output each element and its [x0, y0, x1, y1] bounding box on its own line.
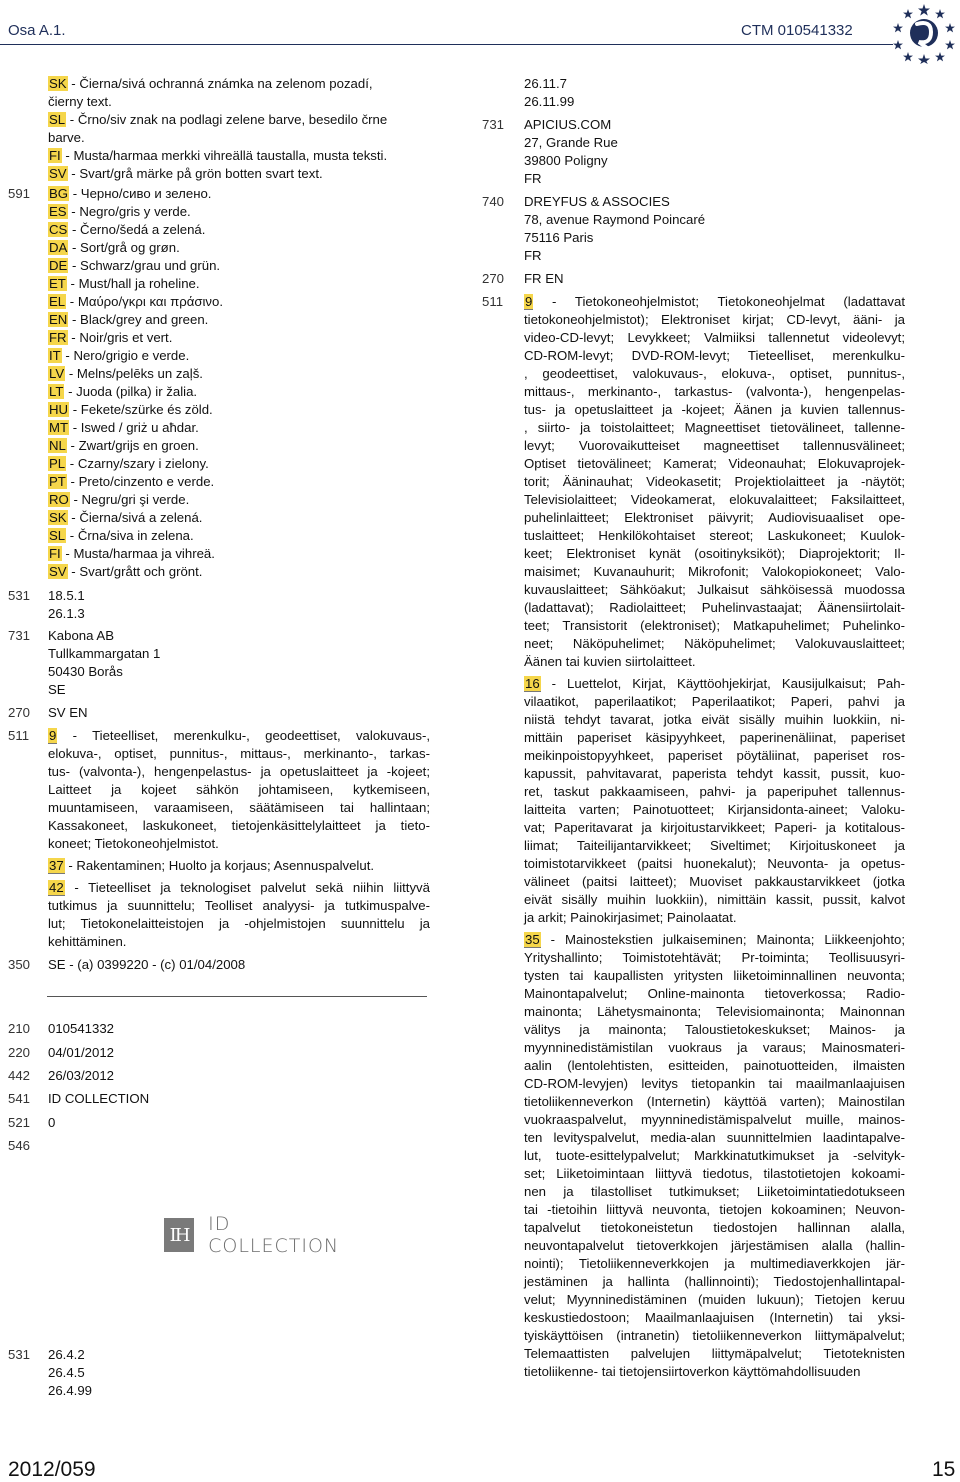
class-35-line: set; Liiketoimintaan liittyvä tiedotus, tilastotietojen kokoami-	[524, 1166, 905, 1181]
code-270: 270	[8, 705, 31, 720]
colour-line: ET - Must/hall ja roheline.	[49, 276, 200, 291]
header-left-label: Osa A.1.	[8, 22, 66, 39]
bib-code: 220	[8, 1045, 31, 1060]
class-9-line: 9 - Tietokoneohjelmistot; Tietokoneohjelmat (ladattavat	[525, 294, 905, 309]
class-9-line: puhelinlaitteet; Elektroniset päivyrit; Audiovisuaaliset ope-	[524, 510, 905, 525]
logo-text: ID COLLECTION	[208, 1213, 340, 1257]
owner-line: APICIUS.COM	[524, 117, 612, 132]
right-owner-address	[524, 116, 618, 188]
class-35-line: lut, tuote-esittelypalvelut; Markkinatutkimukset ja -selvityk-	[524, 1148, 905, 1163]
rep-line: FR	[524, 248, 542, 263]
class-number: 16	[525, 676, 540, 691]
bib-value: 26/03/2012	[48, 1068, 115, 1083]
mark-logo	[164, 1212, 350, 1258]
colour-line: LT - Juoda (pilka) ir žalia.	[49, 384, 198, 399]
class-9-line: Optiset tietovälineet; Kamerat; Videonauhat; Elokuvaprojek-	[524, 456, 905, 471]
class-16-line: eivät sisälly muihin luokkiin), nimittäin kassit, pussit, kalvot	[524, 892, 905, 907]
class-number: 35	[525, 932, 540, 947]
code-531: 531	[8, 588, 31, 603]
code-740: 740	[482, 194, 505, 209]
class-35-line: vuokraaspalvelut, myynninedistämispalvelut muille, mainos-	[524, 1112, 905, 1127]
class-9-line: tus- ja opetuslaitteet ja -kojeet; Äänen ja kuvien tallennus-	[524, 402, 905, 417]
class-35-line: tapalvelut tietokoneistetun tiedostojen hallinnan alalla,	[524, 1220, 905, 1235]
vienna-codes-b	[48, 1346, 92, 1400]
colour-line: ES - Negro/gris y verde.	[49, 204, 191, 219]
intro-line: SV - Svart/grå märke på grön botten svart text.	[49, 166, 323, 181]
owner-line: 50430 Borås	[48, 664, 123, 679]
footer-page-number: 15	[932, 1458, 956, 1481]
class-35-line: tysten tai kaupallisten yritysten liiketoiminnallinen neuvonta;	[524, 968, 905, 983]
eu-emblem-icon	[893, 2, 955, 64]
class-16-line: vat; Paperitavarat ja kirjoitustarvikkeet; Paperi- ja kotitalous-	[524, 820, 905, 835]
class-37-line: 37 - Rakentaminen; Huolto ja korjaus; Asennuspalvelut.	[49, 858, 375, 873]
class-16-line: laitteita varten; Painotuotteet; Kirjansidonta-aineet; Valoku-	[524, 802, 905, 817]
bib-code: 541	[8, 1091, 31, 1106]
class-35-line: tietoliikenneverkon (Internetin) käyttöä varten); Mainostilan	[524, 1094, 905, 1109]
class-16-line: niistä tehdyt tavarat, jotka eivät sisälly muihin luokkiin, ni-	[524, 712, 905, 727]
owner-line: Tullkammargatan 1	[48, 646, 161, 661]
vienna-code: 26.11.99	[524, 94, 575, 109]
header-right-label: CTM 010541332	[741, 22, 853, 39]
owner-line: 39800 Poligny	[524, 153, 608, 168]
class-16-line: vilaatikot, paperilaatikot; Paperilaatikot; Paperi, pahvi ja	[524, 694, 905, 709]
vienna-code: 26.4.2	[48, 1347, 85, 1362]
class-42-line: lut; Tietokonelaitteistojen ja -ohjelmistojen suunnittelu ja	[48, 916, 430, 931]
intro-line: FI - Musta/harmaa merkki vihreällä taustalla, musta teksti.	[49, 148, 388, 163]
class-35-line: Mainontapalvelut; Online-mainonta tietoverkossa; Radio-	[524, 986, 905, 1001]
class-9-line: CD-ROM-levyt; DVD-ROM-levyt; Tieteelliset, merenkulku-	[524, 348, 905, 363]
class-9-line: torit; Ääninauhat; Videokasetit; Projektiolaitteet ja -näytöt;	[524, 474, 905, 489]
colour-line: BG - Черно/сиво и зелено.	[49, 186, 212, 201]
class-35-line: tietoliikenne- tai tietojensiirtoverkon käyttömahdollisuuden	[524, 1364, 861, 1379]
bib-code: 546	[8, 1138, 31, 1153]
class-number: 9	[525, 294, 533, 309]
left-goods-services	[48, 727, 430, 951]
colour-line: EN - Black/grey and green.	[49, 312, 209, 327]
class-9-line: neet; Näköpuhelimet; Näköpuhelimet; Valokuvauslaitteet;	[524, 636, 905, 651]
code-511: 511	[8, 728, 30, 743]
languages-right: FR EN	[524, 271, 564, 286]
class-9-line: Äänen tai kuvien siirtolaitteet.	[524, 654, 696, 669]
code-731: 731	[8, 628, 31, 643]
class-35-line: neuvontapalvelut tietoverkkojen järjestämisen alalla (hallin-	[524, 1238, 905, 1253]
class-35-line: jestäminen ja hallinta (hallinnointi); Tiedostojenhallintapal-	[524, 1274, 905, 1289]
class-35-line: velut; Myynninedistäminen (muiden lukuun); Tietojen keruu	[524, 1292, 905, 1307]
section-divider	[47, 996, 427, 997]
rep-line: 78, avenue Raymond Poincaré	[524, 212, 706, 227]
colour-list	[48, 185, 430, 581]
class-16-line: välineet (paitsi laitteet); Muoviset pakkaustarvikkeet (jotka	[524, 874, 905, 889]
vienna-code: 18.5.1	[48, 588, 85, 603]
code-350: 350	[8, 957, 31, 972]
vienna-code: 26.11.7	[524, 76, 568, 91]
colour-line: RO - Negru/gri şi verde.	[49, 492, 190, 507]
class-16-line: kapussit, pahvitavarat, paperista tehdyt kassit, pussit, kuo-	[524, 766, 905, 781]
class-9-line: (ladattavat); Radiolaitteet; Puhelinvastaajat; Äänensiirtolait-	[524, 600, 905, 615]
class-number: 37	[49, 858, 64, 873]
class-9-line: teet; Transistorit (elektroniset); Matkapuhelimet; Puhelinko-	[524, 618, 905, 633]
intro-line: čierny text.	[48, 94, 112, 109]
class-35-line: Telemaattisten palvelujen liittymäpalvelut; Tietoteknisten	[524, 1346, 905, 1361]
rep-line: DREYFUS & ASSOCIES	[524, 194, 670, 209]
owner-line: SE	[48, 682, 66, 697]
class-9-line: muuntamiseen, varaamiseen, säätämiseen tai hallintaan;	[48, 800, 430, 815]
class-16-line: mittäin paperiset käsipyyhkeet, paperinenäliinat, paperiset	[524, 730, 905, 745]
class-number: 9	[49, 728, 57, 743]
colour-line: FR - Noir/gris et vert.	[49, 330, 173, 345]
colour-line: HU - Fekete/szürke és zöld.	[49, 402, 213, 417]
representative-address	[524, 193, 705, 265]
colour-line: NL - Zwart/grijs en groen.	[49, 438, 199, 453]
bib-value: 010541332	[48, 1021, 115, 1036]
header-rule	[0, 44, 893, 45]
bib-code: 210	[8, 1021, 31, 1036]
rep-line: 75116 Paris	[524, 230, 594, 245]
right-vienna-codes	[524, 75, 574, 111]
class-9-line: , siirto- ja toistolaitteet; Magneettiset tietovälineet, tallenne-	[524, 420, 905, 435]
class-35-line: aalin (lentolehtisten, esitteiden, painotuotteiden, ilmaisten	[524, 1058, 905, 1073]
class-35-line: 35 - Mainostekstien julkaiseminen; Mainonta; Liikkeenjohto;	[525, 932, 905, 947]
owner-line: FR	[524, 171, 542, 186]
class-9-line: tietokoneohjelmistot); Elektroniset kirjat; CD-levyt, ääni- ja	[524, 312, 905, 327]
class-42-line: 42 - Tieteelliset ja teknologiset palvelut sekä niihin liittyvä	[49, 880, 430, 895]
class-35-line: keskustiedostoon; Maailmanlaajuisen (Internetin) tai yksi-	[524, 1310, 905, 1325]
colour-line: CS - Černo/šedá a zelená.	[49, 222, 206, 237]
class-42-line: tutkimus ja suunnittelu; Teolliset analyysi- ja tutkimuspalve-	[48, 898, 430, 913]
class-9-line: Televisiolaitteet; Videokamerat, elokuvalaitteet; Faksilaitteet,	[524, 492, 905, 507]
intro-line: SL - Črno/siv znak na podlagi zelene barve, besedilo črne	[49, 112, 388, 127]
colour-line: DE - Schwarz/grau und grün.	[49, 258, 221, 273]
colour-line: FI - Musta/harmaa ja vihreä.	[49, 546, 215, 561]
class-35-line: myynninedistämistilan vuokraus ja varaus; Mainosmateri-	[524, 1040, 905, 1055]
class-42-line: kehittäminen.	[48, 934, 127, 949]
colour-line: DA - Sort/grå og grøn.	[49, 240, 180, 255]
colour-line: PL - Czarny/szary i zielony.	[49, 456, 209, 471]
class-35-line: välitys ja mainonta; Taloustietokeskukset; Mainos- ja	[524, 1022, 905, 1037]
class-35-line: tai -tietoihin liittyvä neuvonta, tietojen kokoaminen; Neuvon-	[524, 1202, 905, 1217]
vienna-code: 26.1.3	[48, 606, 85, 621]
code-270-right: 270	[482, 271, 505, 286]
class-number: 42	[49, 880, 64, 895]
vienna-code: 26.4.99	[48, 1383, 92, 1398]
footer-bulletin-number: 2012/059	[8, 1458, 96, 1481]
class-16-line: meikinpoistopyyhkeet, paperiset pöytäliinat, paperiset ros-	[524, 748, 905, 763]
class-16-line: 16 - Luettelot, Kirjat, Käyttöohjekirjat, Kausijulkaisut; Pah-	[525, 676, 905, 691]
bib-value: ID COLLECTION	[48, 1091, 150, 1106]
class-35-line: Yrityshallinto; Toimistotehtävät; Pr-toiminta; Teollisuusyri-	[524, 950, 905, 965]
colour-line: SV - Svart/grått och grönt.	[49, 564, 203, 579]
class-16-line: ja arkit; Painokirjasimet; Painolaatat.	[524, 910, 737, 925]
class-9-line: , geodeettiset, valokuvaus-, elokuva-, optiset, punnitus-,	[524, 366, 905, 381]
bib-code: 521	[8, 1115, 31, 1130]
owner-line: Kabona AB	[48, 628, 114, 643]
colour-line: SK - Čierna/sivá a zelená.	[49, 510, 203, 525]
colour-line: MT - Iswed / griż u aħdar.	[49, 420, 199, 435]
owner-address	[48, 627, 160, 699]
bib-value: 04/01/2012	[48, 1045, 115, 1060]
vienna-codes	[48, 587, 85, 623]
seniority: SE - (a) 0399220 - (c) 01/04/2008	[48, 957, 246, 972]
class-16-line: toimistotarvikkeet (paitsi huonekalut); Neuvonta- ja opetus-	[524, 856, 905, 871]
code-531-b: 531	[8, 1347, 31, 1362]
class-35-line: ten levityspalvelut, media-alan suunnittelmien laadintapalve-	[524, 1130, 905, 1145]
owner-line: 27, Grande Rue	[524, 135, 618, 150]
class-16-line: liimat; Taiteilijantarvikkeet; Siveltimet; Kirjoituskoneet ja	[524, 838, 905, 853]
bib-code: 442	[8, 1068, 31, 1083]
code-731-right: 731	[482, 117, 505, 132]
bib-value: 0	[48, 1115, 56, 1130]
class-9-line: keet; Elektroniset kynät (osoitinyksiköt); Diaprojektorit; Il-	[524, 546, 905, 561]
class-9-line: 9 - Tieteelliset, merenkulku-, geodeettiset, valokuvaus-,	[49, 728, 430, 743]
colour-line: SL - Črna/siva in zelena.	[49, 528, 194, 543]
left-intro-block	[48, 75, 430, 183]
class-9-line: Kassakoneet, laskukoneet, tietojenkäsittelylaitteet ja tieto-	[48, 818, 430, 833]
intro-line: barve.	[48, 130, 85, 145]
class-35-line: tyiskäyttöisen (intranetin) tietoliikenneverkon liittymäpalvelut;	[524, 1328, 905, 1343]
class-9-line: video-CD-levyt; Levykkeet; Valmiiksi tallennetut videolevyt;	[524, 330, 905, 345]
colour-line: PT - Preto/cinzento e verde.	[49, 474, 215, 489]
class-35-line: CD-ROM-levyjen) levitys tietopankin tai maailmanlaajuisen	[524, 1076, 905, 1091]
logo-mark: IH	[164, 1218, 194, 1252]
class-9-line: kuvauslaitteet; Sähköakut; Julkaisut sähköisessä muodossa	[524, 582, 905, 597]
class-9-line: levyt; Vuorovaikutteiset magneettiset tallennusvälineet;	[524, 438, 905, 453]
code-591: 591	[8, 186, 31, 201]
languages: SV EN	[48, 705, 88, 720]
class-9-line: mittaus-, merkinanto-, tarkastus- (valvonta-), hengenpelas-	[524, 384, 905, 399]
class-9-line: elokuva-, optiset, punnitus-, mittaus-, merkinanto-, tarkas-	[48, 746, 430, 761]
class-35-line: mainonta; Lähetysmainonta; Televisiomainonta; Mainonnan	[524, 1004, 905, 1019]
class-9-line: Laitteet ja kojeet sähkön johtamiseen, kytkemiseen,	[48, 782, 430, 797]
intro-line: SK - Čierna/sivá ochranná známka na zelenom pozadí,	[49, 76, 373, 91]
class-35-line: nen ja tilastolliset tutkimukset; Liiketoimintatiedotukseen	[524, 1184, 905, 1199]
colour-line: IT - Nero/grigio e verde.	[49, 348, 190, 363]
class-16-line: ret, taskut pakkaamiseen, pahvi- ja paperipuhet tallennus-	[524, 784, 905, 799]
class-9-line: maisimet; Kuvanauhurit; Mikrofonit; Valokopiokoneet; Valo-	[524, 564, 905, 579]
colour-line: EL - Μαύρο/γκρι και πράσινο.	[49, 294, 223, 309]
right-goods-services	[524, 293, 905, 1381]
code-511-right: 511	[482, 294, 504, 309]
colour-line: LV - Melns/pelēks un zaļš.	[49, 366, 203, 381]
class-9-line: koneet; Tietokoneohjelmistot.	[48, 836, 219, 851]
vienna-code: 26.4.5	[48, 1365, 85, 1380]
class-9-line: tuslaitteet; Henkilökohtaiset stereot; Laskukoneet; Kuulok-	[524, 528, 905, 543]
class-35-line: nointi); Tietoliikenneverkkojen ja multimediaverkkojen jär-	[524, 1256, 905, 1271]
class-9-line: tus- (valvonta-), hengenpelastus- ja opetuslaitteet ja -kojeet;	[48, 764, 430, 779]
